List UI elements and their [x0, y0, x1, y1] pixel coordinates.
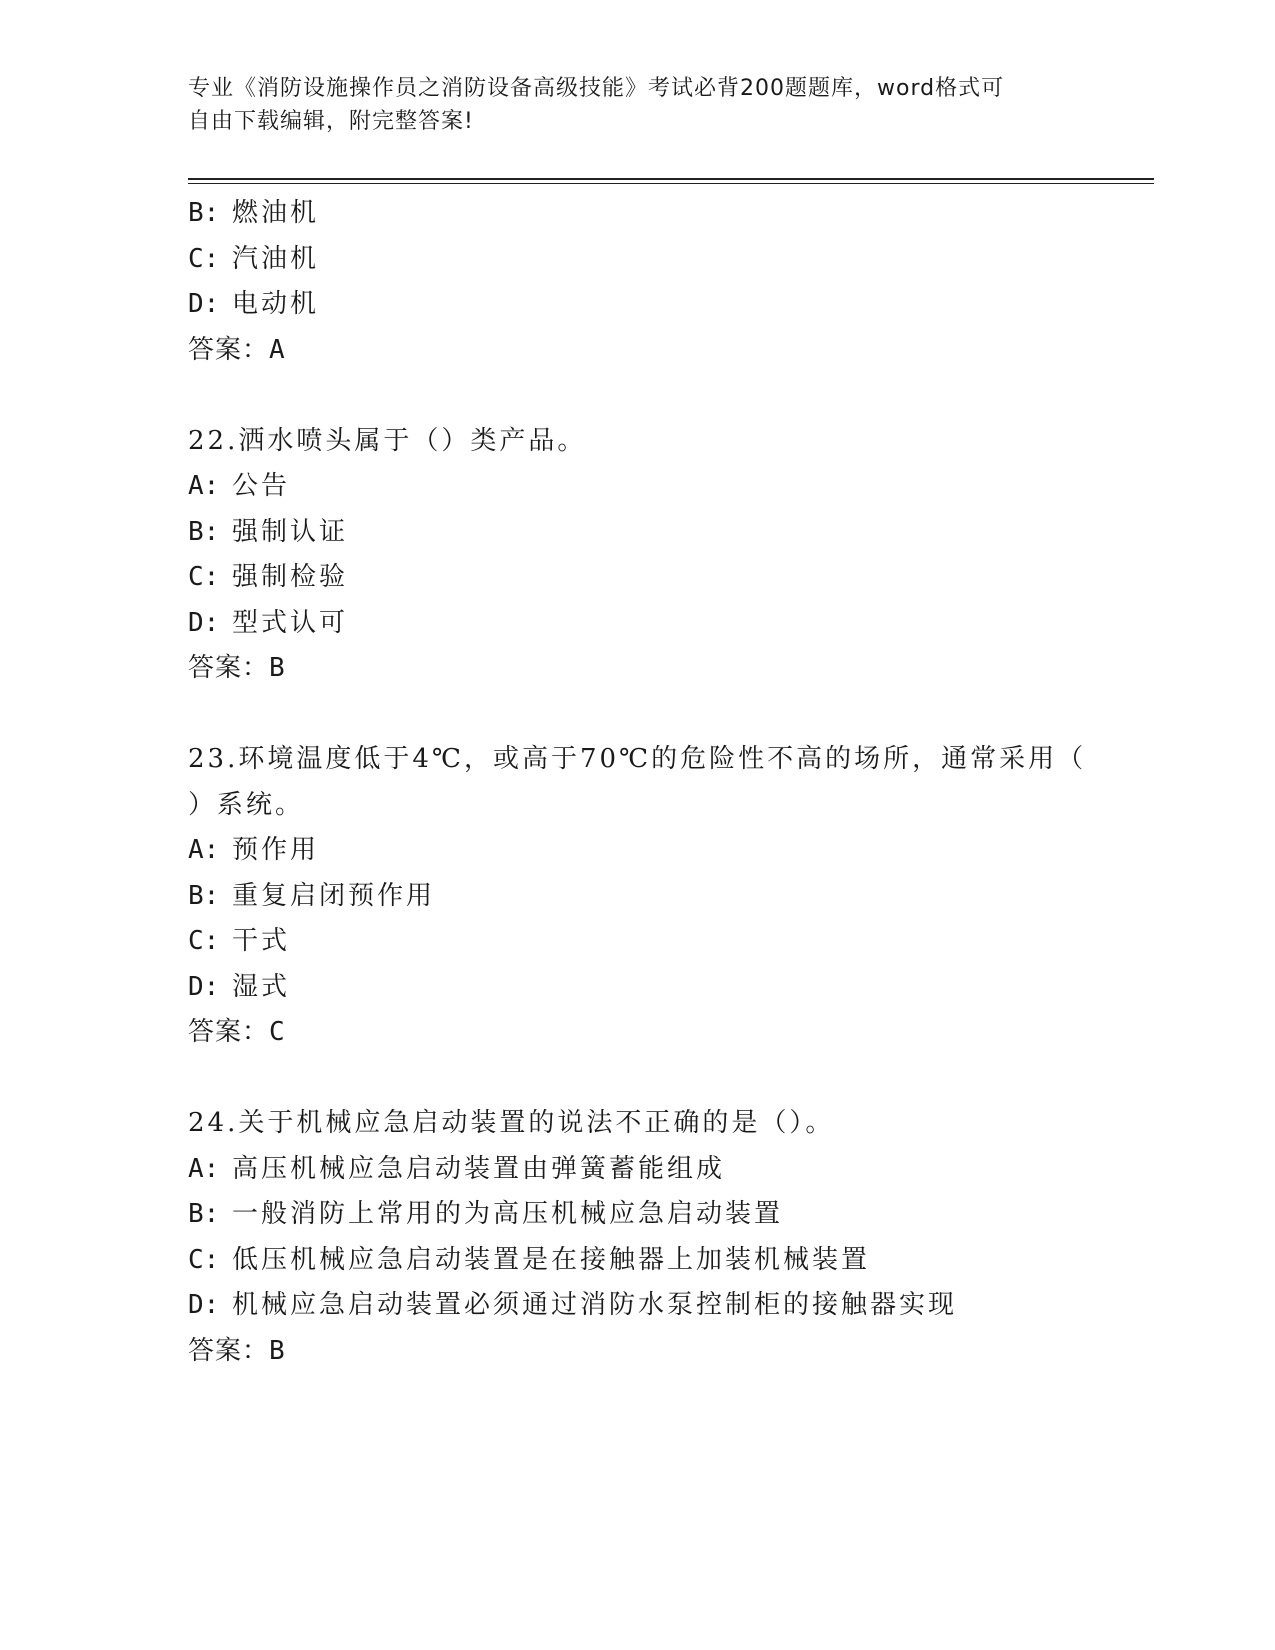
option-text: 重复启闭预作用	[232, 880, 436, 911]
option-label: C:	[188, 926, 220, 956]
option-label: D:	[188, 1290, 220, 1320]
answer-line	[188, 328, 1088, 374]
question-21	[188, 191, 1088, 373]
option-text: 型式认可	[232, 607, 349, 638]
answer-line	[188, 1010, 1088, 1056]
option-text: 燃油机	[232, 198, 320, 228]
option-label: C:	[188, 243, 220, 274]
option-text: 强制检验	[232, 562, 349, 592]
answer-key: B	[269, 1335, 286, 1366]
option-c	[188, 555, 1088, 601]
header-divider-thin	[188, 183, 1154, 184]
option-label: B:	[188, 1199, 220, 1229]
header-line-1: 专业《消防设施操作员之消防设备高级技能》考试必背200题题库，word格式可	[188, 76, 1005, 101]
question-stem: 22.洒水喷头属于（）类产品。	[188, 425, 587, 456]
option-a	[188, 464, 1088, 510]
question-22	[188, 419, 1088, 692]
header-divider-thick	[188, 178, 1154, 180]
option-label: C:	[188, 1244, 220, 1275]
question-stem-line-2: ）系统。	[188, 789, 305, 820]
option-c	[188, 1238, 1088, 1284]
question-list	[188, 191, 1088, 1374]
question-stem-line-1: 23.环境温度低于4℃，或高于70℃的危险性不高的场所，通常采用（	[188, 744, 1087, 774]
question-23	[188, 737, 1088, 1056]
option-text: 一般消防上常用的为高压机械应急启动装置	[232, 1199, 784, 1229]
option-b	[188, 874, 1088, 920]
answer-label: 答案：	[188, 1335, 270, 1366]
option-c	[188, 237, 1088, 283]
option-text: 汽油机	[232, 243, 320, 274]
spacer	[188, 373, 1088, 419]
option-text: 公告	[232, 471, 291, 501]
question-24	[188, 1101, 1088, 1374]
option-label: C:	[188, 562, 220, 592]
option-label: B:	[188, 880, 220, 911]
option-label: D:	[188, 971, 220, 1002]
header-line-2: 自由下载编辑，附完整答案!	[188, 109, 474, 134]
option-b	[188, 191, 1088, 237]
answer-line	[188, 1329, 1088, 1375]
spacer	[188, 692, 1088, 738]
option-b	[188, 510, 1088, 556]
answer-label: 答案：	[188, 1017, 270, 1047]
option-d	[188, 601, 1088, 647]
answer-key: C	[269, 1017, 286, 1047]
option-d	[188, 282, 1088, 328]
option-label: B:	[188, 516, 220, 547]
option-text: 电动机	[232, 289, 320, 319]
answer-key: A	[269, 334, 286, 365]
option-label: D:	[188, 289, 220, 319]
option-label: A:	[188, 471, 220, 501]
option-label: B:	[188, 198, 220, 228]
option-label: A:	[188, 835, 220, 865]
option-b	[188, 1192, 1088, 1238]
spacer	[188, 1056, 1088, 1102]
option-c	[188, 919, 1088, 965]
answer-key: B	[269, 653, 286, 683]
question-stem: 24.关于机械应急启动装置的说法不正确的是（）。	[188, 1108, 835, 1138]
option-label: A:	[188, 1153, 220, 1184]
answer-label: 答案：	[188, 653, 270, 683]
option-text: 高压机械应急启动装置由弹簧蓄能组成	[232, 1153, 726, 1184]
answer-label: 答案：	[188, 334, 270, 365]
option-text: 湿式	[232, 971, 291, 1002]
option-text: 干式	[232, 926, 291, 956]
option-text: 低压机械应急启动装置是在接触器上加装机械装置	[232, 1244, 871, 1275]
answer-line	[188, 646, 1088, 692]
option-label: D:	[188, 607, 220, 638]
option-text: 机械应急启动装置必须通过消防水泵控制柜的接触器实现	[232, 1290, 958, 1320]
page-header	[188, 72, 1068, 138]
option-d	[188, 1283, 1088, 1329]
option-d	[188, 965, 1088, 1011]
option-a	[188, 1147, 1088, 1193]
option-a	[188, 828, 1088, 874]
option-text: 强制认证	[232, 516, 349, 547]
option-text: 预作用	[232, 835, 320, 865]
